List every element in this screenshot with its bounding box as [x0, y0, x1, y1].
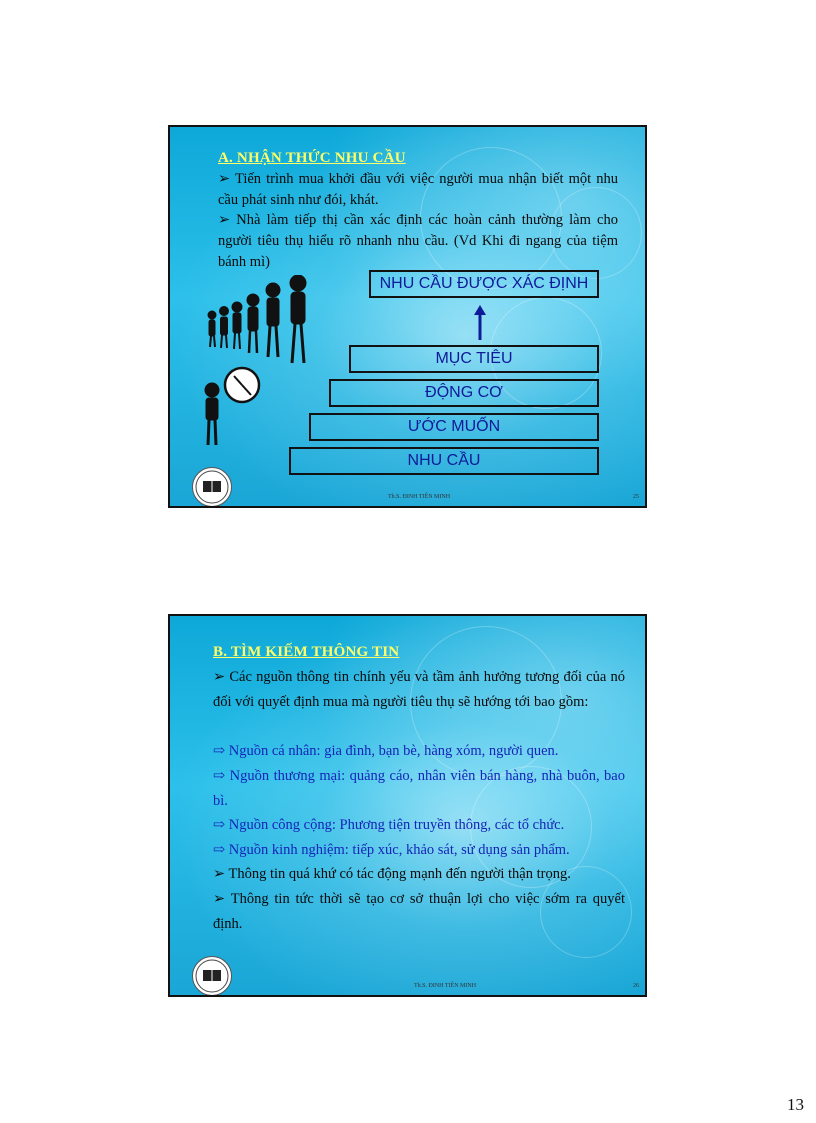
step-motive: ĐỘNG CƠ [329, 379, 599, 407]
bullet-text: ➢ Thông tin tức thời sẽ tạo cơ sở thuận lợi cho việc sớm ra quyết định. [213, 891, 625, 932]
goal-identified-box: NHU CẦU ĐƯỢC XÁC ĐỊNH [369, 270, 599, 298]
slide-25 [168, 125, 647, 508]
university-logo [192, 956, 232, 996]
bullet-text: ➢ Nhà làm tiếp thị cần xác định các hoàn cảnh thường làm cho người tiêu thụ hiểu rõ nhanh nhu cầu. (Vd Khi đi ngang của tiệm bánh mì) [218, 212, 618, 270]
bullet-text: ➢ Các nguồn thông tin chính yếu và tầm ảnh hưởng tương đối của nó đối với quyết định mua mà người tiêu thụ sẽ hướng tới bao gồm: [213, 669, 625, 710]
slide-heading: B. TÌM KIẾM THÔNG TIN [213, 644, 400, 660]
slide-26 [168, 614, 647, 997]
source-item: ⇨ Nguồn cá nhân: gia đình, bạn bè, hàng xóm, người quen. [213, 743, 559, 759]
people-queue-illustration [200, 275, 325, 450]
slide-number: 26 [633, 983, 639, 989]
slide-number: 25 [633, 494, 639, 500]
step-want: ƯỚC MUỐN [309, 413, 599, 441]
slide-heading: A. NHẬN THỨC NHU CẦU [218, 150, 406, 166]
slide-footer: Th.S. ĐINH TIÊN MINH [414, 983, 477, 989]
step-goal: MỤC TIÊU [349, 345, 599, 373]
source-item: ⇨ Nguồn thương mại: quảng cáo, nhân viên bán hàng, nhà buôn, bao bì. [213, 768, 625, 809]
source-item: ⇨ Nguồn công cộng: Phương tiện truyền thông, các tổ chức. [213, 817, 565, 833]
bullet-text: ➢ Thông tin quá khứ có tác động mạnh đến người thận trọng. [213, 866, 571, 882]
university-logo [192, 467, 232, 507]
step-need: NHU CẦU [289, 447, 599, 475]
bullet-text: ➢ Tiến trình mua khởi đầu với việc người mua nhận biết một nhu cầu phát sinh như đói, khát. [218, 171, 618, 208]
source-item: ⇨ Nguồn kinh nghiệm: tiếp xúc, khảo sát, sử dụng sản phẩm. [213, 842, 570, 858]
page-number: 13 [787, 1095, 804, 1114]
slide-footer: Th.S. ĐINH TIÊN MINH [388, 494, 451, 500]
up-arrow-icon [473, 305, 487, 341]
